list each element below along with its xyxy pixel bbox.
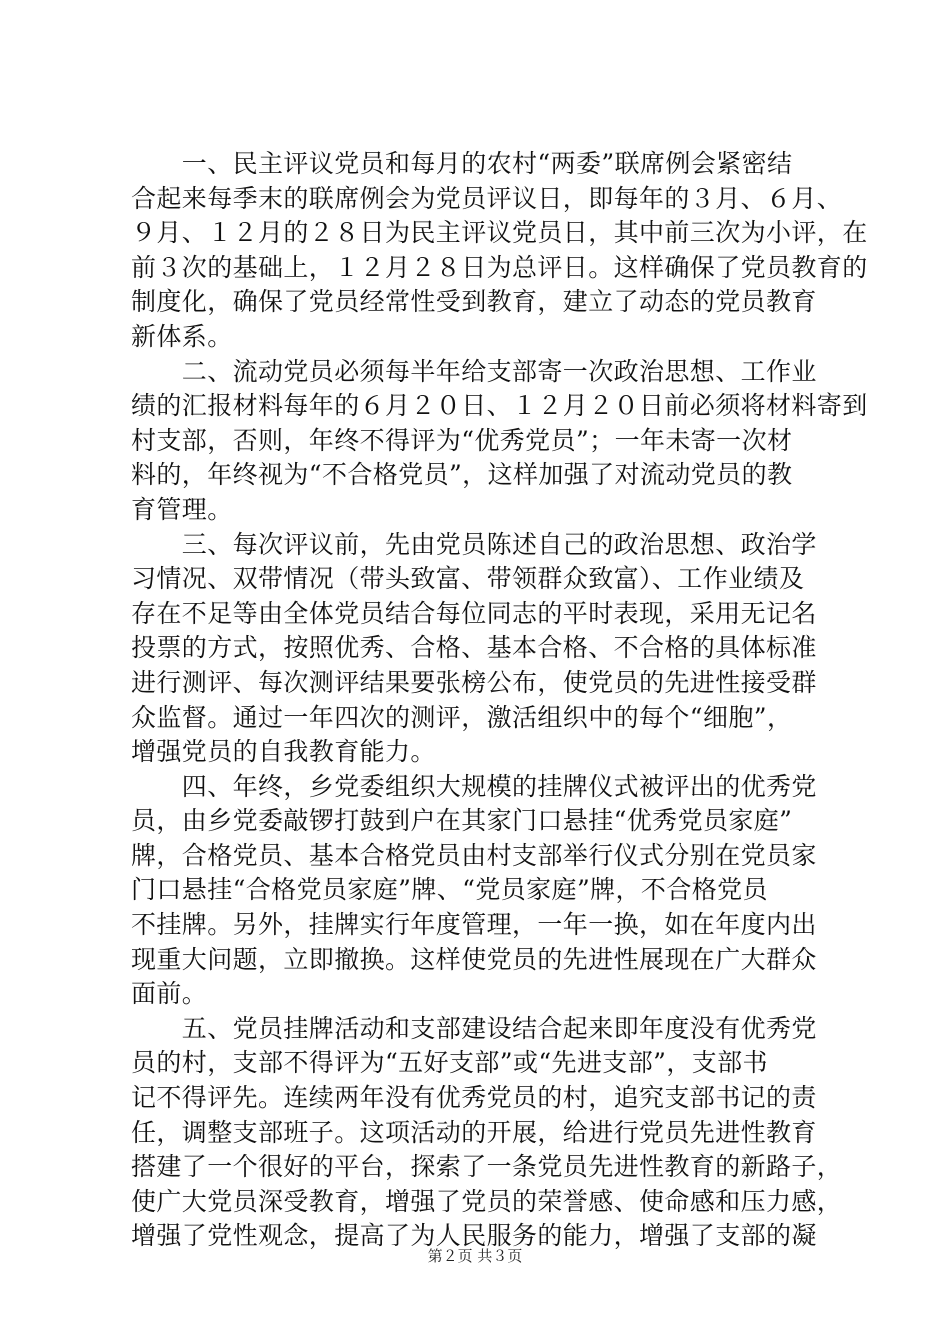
text-line: 记不得评先。连续两年没有优秀党员的村，追究支部书记的责 [131,1083,817,1113]
text-line: 搭建了一个很好的平台，探索了一条党员先进性教育的新路子， [131,1152,843,1182]
text-line: 四、年终，乡党委组织大规模的挂牌仪式被评出的优秀党 [131,771,817,801]
text-line: 员的村，支部不得评为“五好支部”或“先进支部”，支部书 [131,1048,768,1078]
text-line: 育管理。 [131,494,233,524]
text-line: 门口悬挂“合格党员家庭”牌、“党员家庭”牌，不合格党员 [131,875,768,905]
text-line: 员，由乡党委敲锣打鼓到户在其家门口悬挂“优秀党员家庭” [131,806,793,836]
text-line: 新体系。 [131,321,233,351]
text-line: 料的，年终视为“不合格党员”，这样加强了对流动党员的教 [131,460,793,490]
text-line: 进行测评、每次测评结果要张榜公布，使党员的先进性接受群 [131,667,817,697]
text-line: 习情况、双带情况（带头致富、带领群众致富）、工作业绩及 [131,564,805,594]
text-line: 牌，合格党员、基本合格党员由村支部举行仪式分别在党员家 [131,840,817,870]
text-line: 投票的方式，按照优秀、合格、基本合格、不合格的具体标准 [131,633,817,663]
text-line: 不挂牌。另外，挂牌实行年度管理，一年一换，如在年度内出 [131,910,817,940]
text-line: 制度化，确保了党员经常性受到教育，建立了动态的党员教育 [131,287,817,317]
text-line: 现重大问题，立即撤换。这样使党员的先进性展现在广大群众 [131,944,817,974]
text-line: 使广大党员深受教育，增强了党员的荣誉感、使命感和压力感， [131,1186,843,1216]
text-line: 增强党员的自我教育能力。 [131,737,436,767]
text-line: 面前。 [131,979,208,1009]
text-line: 一、民主评议党员和每月的农村“两委”联席例会紧密结 [131,149,793,178]
text-line: 村支部，否则，年终不得评为“优秀党员”；一年未寄一次材 [131,425,793,455]
text-line: 三、每次评议前，先由党员陈述自己的政治思想、政治学 [131,529,817,559]
text-line: ９月、１２月的２８日为民主评议党员日，其中前三次为小评，在 [131,218,868,248]
text-line: 前３次的基础上，１２月２８日为总评日。这样确保了党员教育的 [131,252,868,282]
text-line: 合起来每季末的联席例会为党员评议日，即每年的３月、６月、 [131,183,843,213]
text-line: 增强了党性观念，提高了为人民服务的能力，增强了支部的凝 [131,1221,817,1251]
text-line: 五、党员挂牌活动和支部建设结合起来即年度没有优秀党 [131,1013,817,1043]
document-body [131,147,868,1254]
text-line: 任，调整支部班子。这项活动的开展，给进行党员先进性教育 [131,1117,817,1147]
text-line: 绩的汇报材料每年的６月２０日、１２月２０日前必须将材料寄到 [131,391,868,421]
text-line: 二、流动党员必须每半年给支部寄一次政治思想、工作业 [131,356,817,386]
text-line: 存在不足等由全体党员结合每位同志的平时表现，采用无记名 [131,598,817,628]
text-line: 众监督。通过一年四次的测评，激活组织中的每个“细胞”， [131,702,793,732]
page-footer: 第２页 共３页 [427,1247,523,1265]
